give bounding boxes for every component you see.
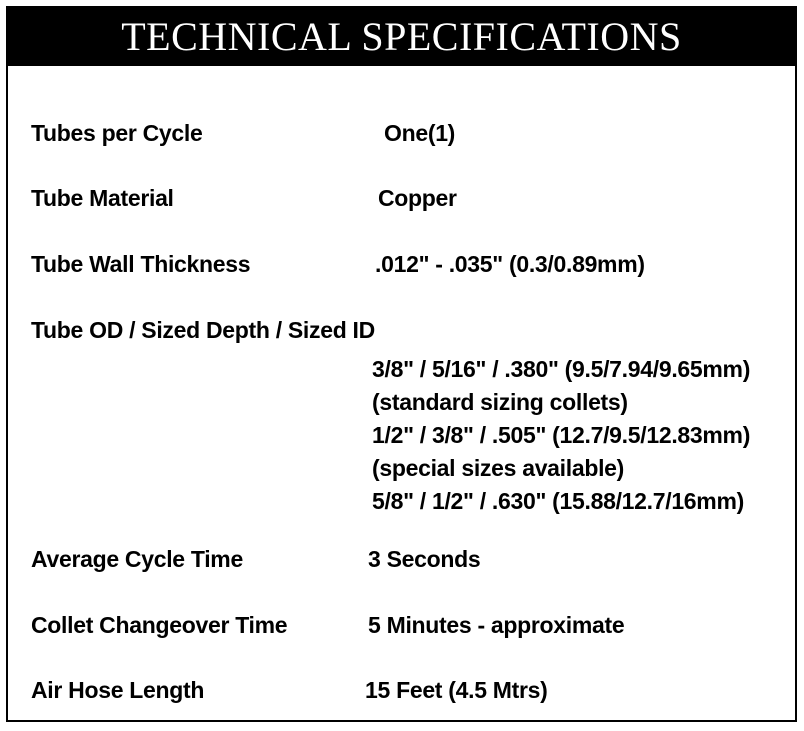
spec-value-tube-material: Copper	[378, 185, 457, 211]
spec-label-tubes-per-cycle: Tubes per Cycle	[31, 120, 203, 146]
list-item: 1/2" / 3/8" / .505" (12.7/9.5/12.83mm)	[372, 422, 751, 448]
spec-label-average-cycle-time: Average Cycle Time	[31, 546, 243, 572]
spec-sheet	[6, 6, 797, 722]
spec-value-tube-wall-thickness: .012" - .035" (0.3/0.89mm)	[375, 251, 645, 277]
spec-label-air-hose-length: Air Hose Length	[31, 677, 205, 703]
list-item: (standard sizing collets)	[372, 389, 628, 415]
spec-label-tube-wall-thickness: Tube Wall Thickness	[31, 251, 251, 277]
list-item: 5/8" / 1/2" / .630" (15.88/12.7/16mm)	[372, 488, 744, 514]
spec-label-collet-changeover-time: Collet Changeover Time	[31, 612, 288, 638]
list-item: 3/8" / 5/16" / .380" (9.5/7.94/9.65mm)	[372, 356, 751, 382]
page-title: TECHNICAL SPECIFICATIONS	[121, 14, 682, 59]
tube-od-list	[372, 353, 750, 518]
title-bar	[8, 8, 795, 66]
spec-label-tube-od: Tube OD / Sized Depth / Sized ID	[31, 317, 375, 343]
spec-value-collet-changeover-time: 5 Minutes - approximate	[368, 612, 625, 638]
spec-label-tube-material: Tube Material	[31, 185, 174, 211]
spec-value-air-hose-length: 15 Feet (4.5 Mtrs)	[365, 677, 548, 703]
spec-value-tubes-per-cycle: One(1)	[384, 120, 456, 146]
spec-value-average-cycle-time: 3 Seconds	[368, 546, 481, 572]
list-item: (special sizes available)	[372, 455, 625, 481]
